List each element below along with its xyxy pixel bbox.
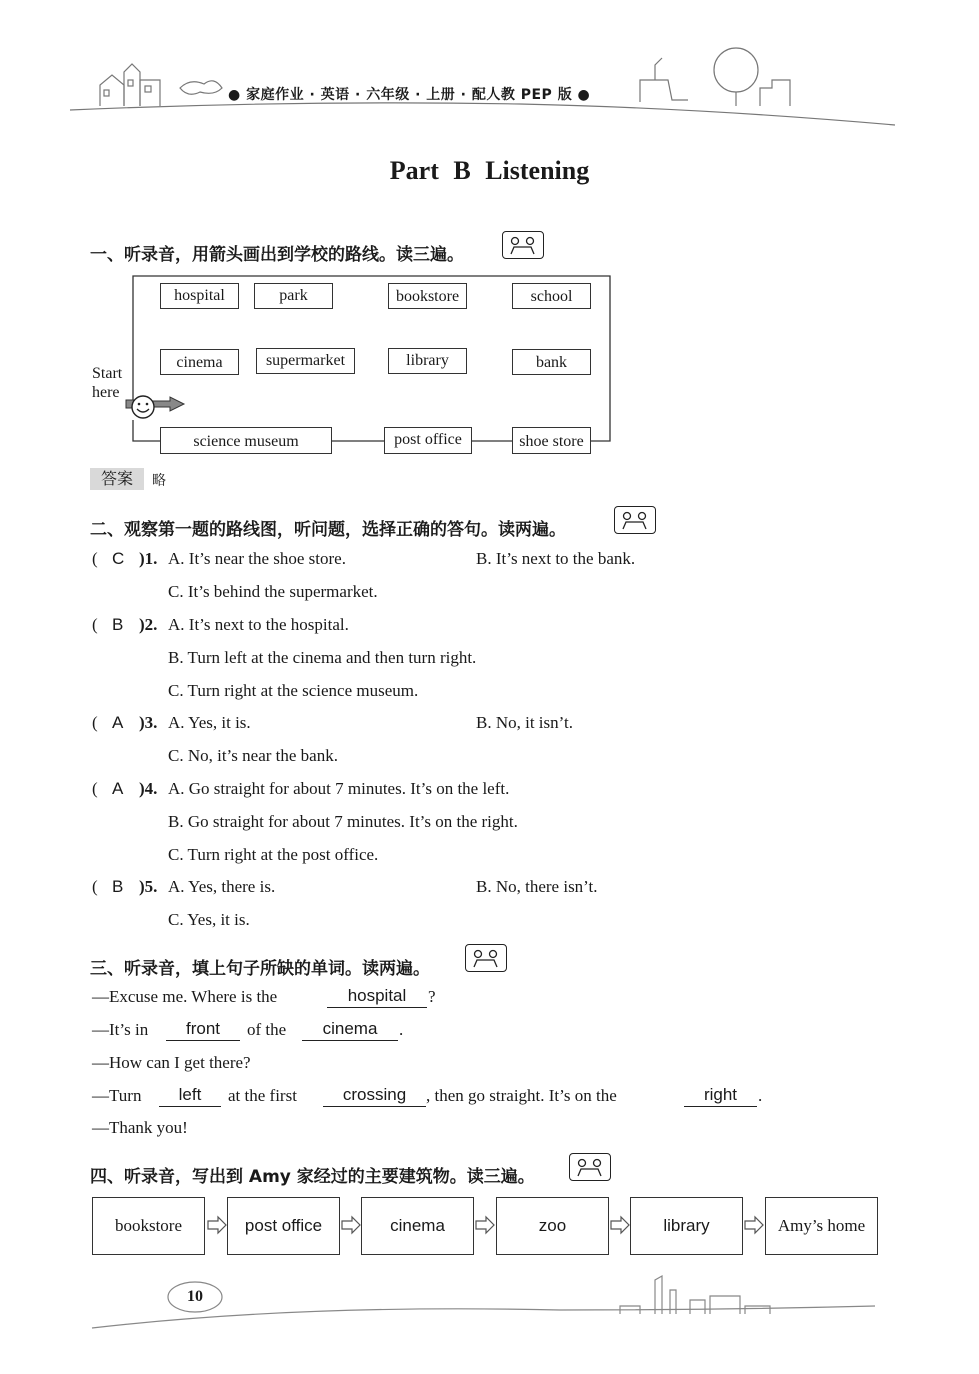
question-3-answer: A	[112, 713, 124, 732]
dialogue-line-4-start: —Turn	[92, 1086, 142, 1105]
question-paren: (	[92, 549, 98, 568]
dialogue-line-4-mid-2: , then go straight. It’s on the	[426, 1086, 617, 1105]
question-paren: (	[92, 713, 98, 732]
dialogue-line-2-start: —It’s in	[92, 1020, 149, 1039]
start-label: Start here	[92, 365, 123, 401]
dialogue-line-1-start: —Excuse me. Where is the	[92, 987, 278, 1006]
question-2-answer: B	[112, 615, 124, 634]
question-4-option-b: B. Go straight for about 7 minutes. It’s on the right.	[168, 812, 518, 831]
answer-label: 答案	[90, 468, 144, 490]
question-1-option-a: A. It’s near the shoe store.	[168, 549, 346, 568]
question-1-option-c: C. It’s behind the supermarket.	[168, 582, 378, 601]
map-hospital: hospital	[160, 283, 239, 309]
dialogue-line-2-end: .	[399, 1020, 404, 1039]
route-step-1: bookstore	[92, 1197, 205, 1255]
question-4-number: )4.	[139, 779, 158, 798]
map-supermarket: supermarket	[256, 348, 355, 374]
section4-heading: 四、听录音，写出到 Amy 家经过的主要建筑物。读三遍。	[90, 1167, 535, 1187]
map-science-museum: science museum	[160, 427, 332, 454]
blank-left[interactable]: left	[159, 1084, 221, 1107]
header-text: ● 家庭作业 · 英语 · 六年级 · 上册 · 配人教 PEP 版 ●	[228, 87, 591, 103]
question-5-answer: B	[112, 877, 124, 896]
map-park: park	[254, 283, 333, 309]
map-library: library	[388, 348, 467, 374]
answer-value: 略	[152, 473, 166, 489]
map-cinema: cinema	[160, 349, 239, 375]
question-5-option-a: A. Yes, there is.	[168, 877, 276, 896]
route-step-6: Amy’s home	[765, 1197, 878, 1255]
question-3-option-a: A. Yes, it is.	[168, 713, 251, 732]
blank-front[interactable]: front	[166, 1018, 240, 1041]
route-step-4[interactable]: zoo	[496, 1197, 609, 1255]
section2-heading: 二、观察第一题的路线图，听问题，选择正确的答句。读两遍。	[90, 520, 566, 540]
section1-heading: 一、听录音，用箭头画出到学校的路线。读三遍。	[90, 245, 464, 265]
question-2-option-b: B. Turn left at the cinema and then turn right.	[168, 648, 477, 667]
dialogue-line-5: —Thank you!	[92, 1118, 188, 1137]
dialogue-line-4-end: .	[758, 1086, 763, 1105]
route-arrow-icon	[744, 1213, 764, 1237]
route-arrow-icon	[341, 1213, 361, 1237]
page-title: Part B Listening	[389, 156, 590, 185]
question-paren: (	[92, 779, 98, 798]
map-bookstore: bookstore	[388, 283, 467, 309]
blank-crossing[interactable]: crossing	[323, 1084, 426, 1107]
question-3-option-c: C. No, it’s near the bank.	[168, 746, 338, 765]
question-paren: (	[92, 877, 98, 896]
question-2-number: )2.	[139, 615, 158, 634]
route-step-3[interactable]: cinema	[361, 1197, 474, 1255]
tape-icon	[614, 506, 656, 534]
question-1-option-b: B. It’s next to the bank.	[476, 549, 636, 568]
dialogue-line-3: —How can I get there?	[92, 1053, 251, 1072]
map-post-office: post office	[384, 427, 472, 454]
question-1-number: )1.	[139, 549, 158, 568]
route-arrow-icon	[475, 1213, 495, 1237]
blank-hospital[interactable]: hospital	[327, 985, 427, 1008]
question-5-option-c: C. Yes, it is.	[168, 910, 250, 929]
dialogue-line-2-mid: of the	[247, 1020, 287, 1039]
map-school: school	[512, 283, 591, 309]
map-bank: bank	[512, 349, 591, 375]
question-5-number: )5.	[139, 877, 158, 896]
question-4-answer: A	[112, 779, 124, 798]
dialogue-line-1-end: ?	[428, 987, 436, 1006]
smiley-arrow-icon	[124, 392, 188, 422]
tape-icon	[569, 1153, 611, 1181]
question-1-answer: C	[112, 549, 125, 568]
blank-right[interactable]: right	[684, 1084, 757, 1107]
route-step-2[interactable]: post office	[227, 1197, 340, 1255]
footer-decoration	[0, 1270, 979, 1340]
route-arrow-icon	[610, 1213, 630, 1237]
route-arrow-icon	[207, 1213, 227, 1237]
question-2-option-c: C. Turn right at the science museum.	[168, 681, 419, 700]
map-shoe-store: shoe store	[512, 427, 591, 454]
question-paren: (	[92, 615, 98, 634]
route-step-5[interactable]: library	[630, 1197, 743, 1255]
dialogue-line-4-mid-1: at the first	[228, 1086, 297, 1105]
question-2-option-a: A. It’s next to the hospital.	[168, 615, 349, 634]
tape-icon	[465, 944, 507, 972]
blank-cinema[interactable]: cinema	[302, 1018, 398, 1041]
question-5-option-b: B. No, there isn’t.	[476, 877, 598, 896]
question-4-option-a: A. Go straight for about 7 minutes. It’s on the left.	[168, 779, 510, 798]
question-3-option-b: B. No, it isn’t.	[476, 713, 573, 732]
page-number: 10	[187, 1288, 203, 1305]
question-4-option-c: C. Turn right at the post office.	[168, 845, 379, 864]
section3-heading: 三、听录音，填上句子所缺的单词。读两遍。	[90, 959, 430, 979]
question-3-number: )3.	[139, 713, 158, 732]
